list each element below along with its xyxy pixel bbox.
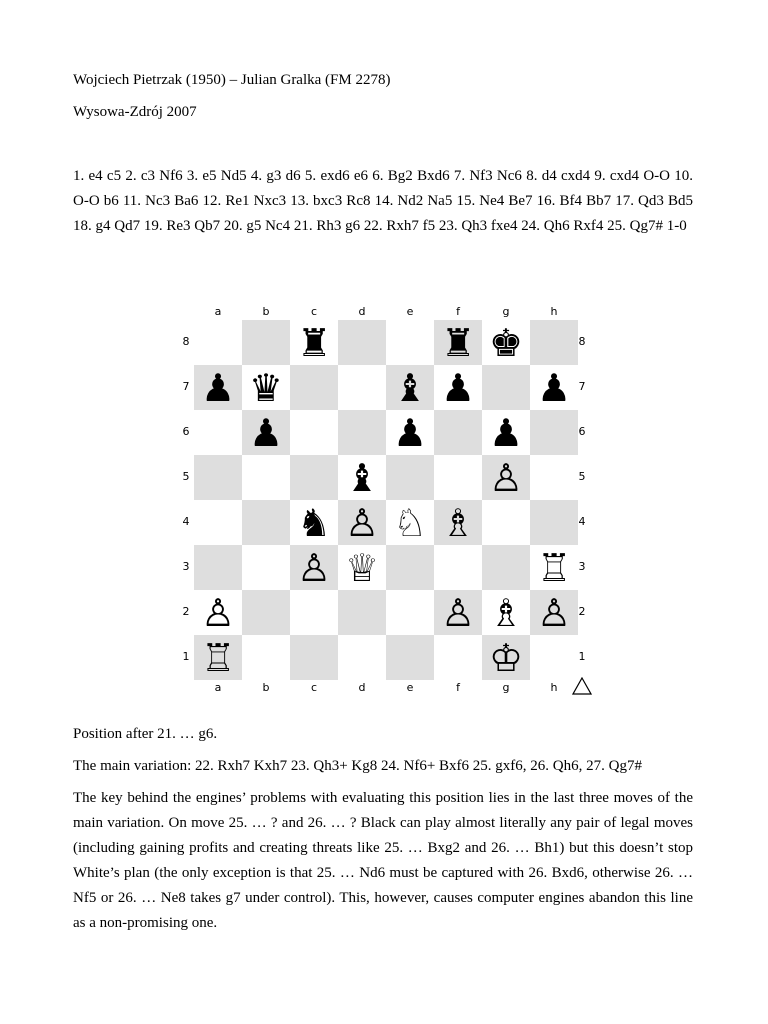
square-b4 xyxy=(242,500,290,545)
chess-piece-f2: ♙ xyxy=(440,590,476,635)
file-label-bottom-b: b xyxy=(262,681,270,694)
rank-label-left-7: 7 xyxy=(182,380,190,393)
chess-piece-d4: ♙ xyxy=(344,500,380,545)
square-d8 xyxy=(338,320,386,365)
main-variation: The main variation: 22. Rxh7 Kxh7 23. Qh3+ Kg8 24. Nf6+ Bxf6 25. gxf6, 26. Qh6, 27. Qg7# xyxy=(73,758,642,774)
square-g3 xyxy=(482,545,530,590)
square-h7 xyxy=(530,365,578,410)
chess-piece-f7: ♟ xyxy=(440,365,476,410)
square-a5 xyxy=(194,455,242,500)
chess-piece-c4: ♞ xyxy=(296,500,332,545)
square-h5 xyxy=(530,455,578,500)
file-label-top-c: c xyxy=(310,305,318,318)
square-f5 xyxy=(434,455,482,500)
chess-piece-f4: ♗ xyxy=(440,500,476,545)
commentary-paragraph: The key behind the engines’ problems with evaluating this position lies in the last three moves of the main variation. On move 25. … ? and 26. … ? Black can play almost literally any pair of legal moves (including gaining profits and creating threats like 25. … Bxg2 and 26. … Bh1) but this doesn’t stop White’s plan (the only exception is that 25. … Nd6 must be captured with 26. Bxd6, otherwise 26. … Nf5 or 26. … Ne8 takes g7 under control). This, however, causes computer engines abandon this line as a non-promising one. xyxy=(73,790,693,931)
file-label-bottom-e: e xyxy=(406,681,414,694)
square-e8 xyxy=(386,320,434,365)
rank-label-left-3: 3 xyxy=(182,560,190,573)
square-b1 xyxy=(242,635,290,680)
square-f7 xyxy=(434,365,482,410)
square-d7 xyxy=(338,365,386,410)
square-c6 xyxy=(290,410,338,455)
file-label-top-f: f xyxy=(456,305,460,318)
square-e3 xyxy=(386,545,434,590)
square-b5 xyxy=(242,455,290,500)
rank-label-right-2: 2 xyxy=(578,605,586,618)
chess-piece-d3: ♕ xyxy=(344,545,380,590)
square-e1 xyxy=(386,635,434,680)
chess-board xyxy=(194,320,578,680)
chess-piece-h7: ♟ xyxy=(536,365,572,410)
file-label-top-h: h xyxy=(550,305,558,318)
square-e5 xyxy=(386,455,434,500)
chess-piece-b6: ♟ xyxy=(248,410,284,455)
file-label-top-e: e xyxy=(406,305,414,318)
chess-piece-h2: ♙ xyxy=(536,590,572,635)
square-a6 xyxy=(194,410,242,455)
square-f4 xyxy=(434,500,482,545)
square-g1 xyxy=(482,635,530,680)
game-event: Wysowa-Zdrój 2007 xyxy=(73,104,197,120)
square-h6 xyxy=(530,410,578,455)
square-b3 xyxy=(242,545,290,590)
square-g5 xyxy=(482,455,530,500)
file-label-top-g: g xyxy=(502,305,510,318)
square-f2 xyxy=(434,590,482,635)
file-label-top-d: d xyxy=(358,305,366,318)
move-list: 1. e4 c5 2. c3 Nf6 3. e5 Nd5 4. g3 d6 5. exd6 e6 6. Bg2 Bxd6 7. Nf3 Nc6 8. d4 cxd4 9. cxd4 O-O 10. O-O b6 11. Nc3 Ba6 12. Re1 Nxc3 13. bxc3 Rc8 14. Nd2 Na5 15. Ne4 Be7 16. Bf4 Bb7 17. Qd3 Bd5 18. g4 Qd7 19. Re3 Qb7 20. g5 Nc4 21. Rh3 g6 22. Rxh7 f5 23. Qh3 fxe4 24. Qh6 Rxf4 25. Qg7# 1-0 xyxy=(73,168,693,234)
square-c4 xyxy=(290,500,338,545)
square-f6 xyxy=(434,410,482,455)
chess-piece-g6: ♟ xyxy=(488,410,524,455)
file-label-bottom-f: f xyxy=(456,681,460,694)
rank-label-left-2: 2 xyxy=(182,605,190,618)
square-a1 xyxy=(194,635,242,680)
square-b7 xyxy=(242,365,290,410)
square-c7 xyxy=(290,365,338,410)
square-d1 xyxy=(338,635,386,680)
rank-label-left-8: 8 xyxy=(182,335,190,348)
square-f1 xyxy=(434,635,482,680)
file-label-top-b: b xyxy=(262,305,270,318)
square-a7 xyxy=(194,365,242,410)
square-d5 xyxy=(338,455,386,500)
rank-label-left-6: 6 xyxy=(182,425,190,438)
chess-piece-c3: ♙ xyxy=(296,545,332,590)
square-c5 xyxy=(290,455,338,500)
square-g8 xyxy=(482,320,530,365)
square-a3 xyxy=(194,545,242,590)
square-c3 xyxy=(290,545,338,590)
chess-piece-e7: ♝ xyxy=(392,365,428,410)
rank-label-right-6: 6 xyxy=(578,425,586,438)
square-b8 xyxy=(242,320,290,365)
file-label-top-a: a xyxy=(214,305,222,318)
square-h1 xyxy=(530,635,578,680)
square-c8 xyxy=(290,320,338,365)
rank-label-right-7: 7 xyxy=(578,380,586,393)
square-b2 xyxy=(242,590,290,635)
square-f3 xyxy=(434,545,482,590)
rank-label-left-1: 1 xyxy=(182,650,190,663)
square-h4 xyxy=(530,500,578,545)
square-d6 xyxy=(338,410,386,455)
rank-label-left-4: 4 xyxy=(182,515,190,528)
square-a2 xyxy=(194,590,242,635)
square-c1 xyxy=(290,635,338,680)
chess-piece-b7: ♛ xyxy=(248,365,284,410)
file-label-bottom-d: d xyxy=(358,681,366,694)
square-e4 xyxy=(386,500,434,545)
chess-piece-a7: ♟ xyxy=(200,365,236,410)
square-g4 xyxy=(482,500,530,545)
square-d3 xyxy=(338,545,386,590)
square-g7 xyxy=(482,365,530,410)
chess-piece-c8: ♜ xyxy=(296,320,332,365)
file-label-bottom-h: h xyxy=(550,681,558,694)
chess-piece-f8: ♜ xyxy=(440,320,476,365)
rank-label-right-4: 4 xyxy=(578,515,586,528)
square-g6 xyxy=(482,410,530,455)
square-e7 xyxy=(386,365,434,410)
square-c2 xyxy=(290,590,338,635)
diagram-caption: Position after 21. … g6. xyxy=(73,726,218,742)
square-h8 xyxy=(530,320,578,365)
chess-piece-d5: ♝ xyxy=(344,455,380,500)
chess-piece-a2: ♙ xyxy=(200,590,236,635)
chess-piece-g1: ♔ xyxy=(488,635,524,680)
square-d4 xyxy=(338,500,386,545)
square-e2 xyxy=(386,590,434,635)
chess-piece-g5: ♙ xyxy=(488,455,524,500)
square-h3 xyxy=(530,545,578,590)
square-e6 xyxy=(386,410,434,455)
rank-label-right-1: 1 xyxy=(578,650,586,663)
square-h2 xyxy=(530,590,578,635)
square-f8 xyxy=(434,320,482,365)
chess-piece-h3: ♖ xyxy=(536,545,572,590)
rank-label-right-3: 3 xyxy=(578,560,586,573)
chess-piece-e4: ♘ xyxy=(392,500,428,545)
square-b6 xyxy=(242,410,290,455)
square-g2 xyxy=(482,590,530,635)
file-label-bottom-c: c xyxy=(310,681,318,694)
square-d2 xyxy=(338,590,386,635)
chess-piece-g2: ♗ xyxy=(488,590,524,635)
chess-piece-g8: ♚ xyxy=(488,320,524,365)
file-label-bottom-g: g xyxy=(502,681,510,694)
square-a4 xyxy=(194,500,242,545)
rank-label-left-5: 5 xyxy=(182,470,190,483)
game-players: Wojciech Pietrzak (1950) – Julian Gralka (FM 2278) xyxy=(73,72,391,88)
chess-piece-e6: ♟ xyxy=(392,410,428,455)
file-label-bottom-a: a xyxy=(214,681,222,694)
rank-label-right-8: 8 xyxy=(578,335,586,348)
square-a8 xyxy=(194,320,242,365)
rank-label-right-5: 5 xyxy=(578,470,586,483)
chess-piece-a1: ♖ xyxy=(200,635,236,680)
